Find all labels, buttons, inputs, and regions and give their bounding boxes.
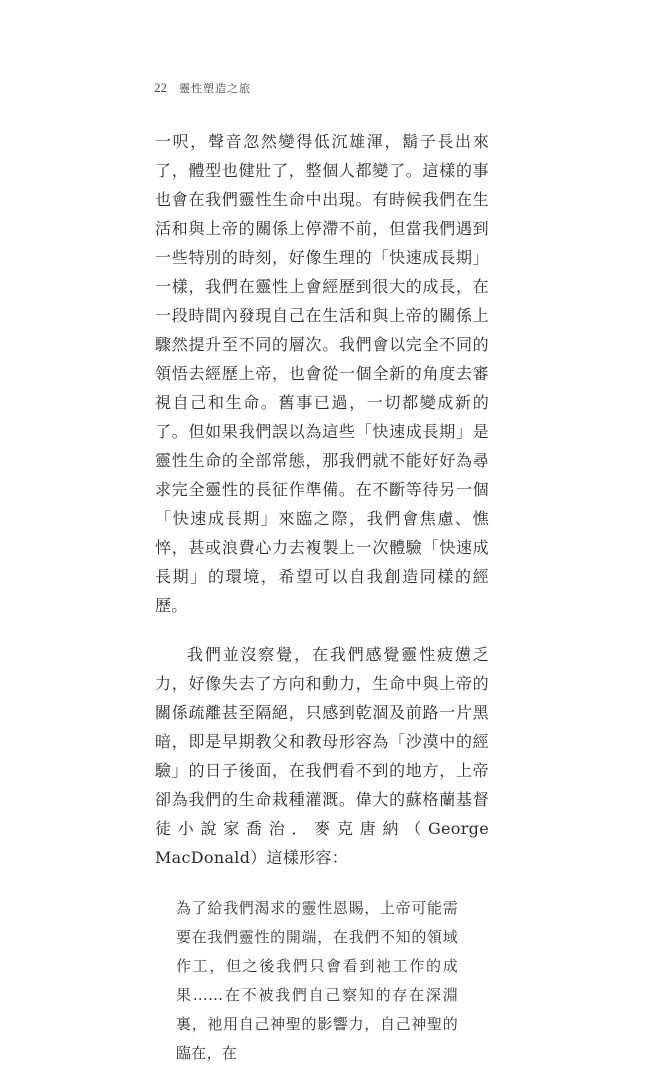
page-number: 22 [154, 80, 167, 95]
body-text [155, 127, 489, 1068]
paragraph: 我們並沒察覺，在我們感覺靈性疲憊乏力，好像失去了方向和動力，生命中與上帝的關係疏離甚至隔絕，只感到乾涸及前路一片黑暗，即是早期教父和教母形容為「沙漠中的經驗」的日子後面，在我們看不到的地方，上帝卻為我們的生命栽種灌溉。偉大的蘇格蘭基督徒小說家喬治．麥克唐納（George MacDonald）這樣形容： [155, 645, 489, 867]
chapter-title: 靈性塑造之旅 [179, 82, 251, 95]
paragraph: 一呎，聲音忽然變得低沉雄渾，鬍子長出來了，體型也健壯了，整個人都變了。這樣的事也會在我們靈性生命中出現。有時候我們在生活和與上帝的關係上停滯不前，但當我們遇到一些特別的時刻，好像生理的「快速成長期」一樣，我們在靈性上會經歷到很大的成長，在一段時間內發現自己在生活和與上帝的關係上驟然提升至不同的層次。我們會以完全不同的領悟去經歷上帝，也會從一個全新的角度去審視自己和生命。舊事已過，一切都變成新的了。但如果我們誤以為這些「快速成長期」是靈性生命的全部常態，那我們就不能好好為尋求完全靈性的長征作準備。在不斷等待另一個「快速成長期」來臨之際，我們會焦慮、憔悴，甚或浪費心力去複製上一次體驗「快速成長期」的環境，希望可以自我創造同樣的經歷。 [155, 132, 489, 615]
running-header [154, 80, 251, 96]
block-quote: 為了給我們渴求的靈性恩賜，上帝可能需要在我們靈性的開端，在我們不知的領域作工，但之後我們只會看到祂工作的成果……在不被我們自己察知的存在深淵裏，祂用自己神聖的影響力，自己神聖的臨在，在 [176, 899, 458, 1062]
